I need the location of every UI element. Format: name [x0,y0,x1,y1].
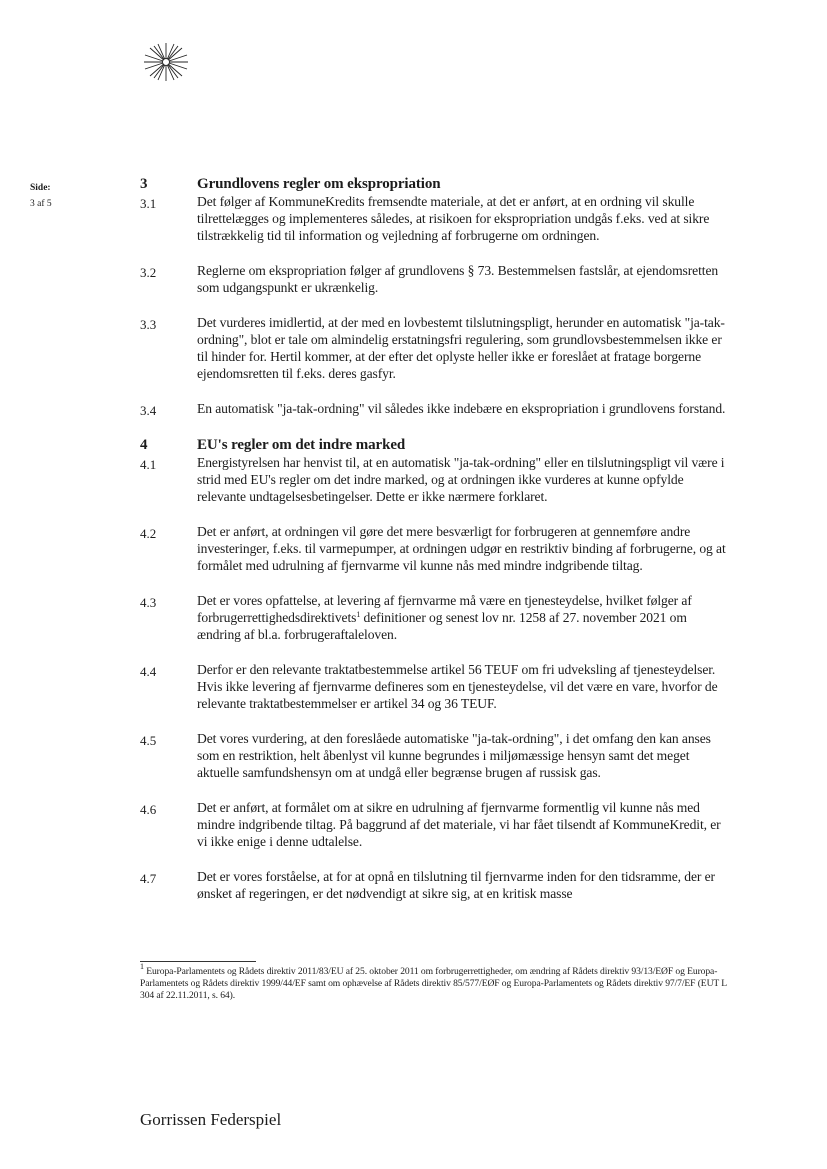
sunburst-logo [142,42,190,82]
paragraph-number: 3.3 [140,317,157,332]
paragraph [140,454,732,505]
paragraph-text: Det vores vurdering, at den foreslåede automatiske "ja-tak-ordning", i det omfang den kan anses som en restriktion, helt åbenlyst vil kunne begrundes i miljømæssige hensyn samt det meget aktuelle samfundshensyn om at undgå eller begrænse brugen af russisk gas. [197,731,711,780]
paragraph-text: Reglerne om ekspropriation følger af grundlovens § 73. Bestemmelsen fastslår, at ejendomsretten som udgangspunkt er ukrænkelig. [197,263,719,295]
section-heading [140,176,732,193]
paragraph-text: Det er anført, at ordningen vil gøre det mere besværligt for forbrugeren at gennemføre andre investeringer, f.eks. til varmepumper, at ordningen udgør en restriktiv binding af forbrugerne, og at formålet med udrulning af fjernvarme vil kunne nås med mindre indgribende tiltag. [197,524,726,573]
footnote-reference: 1 [356,610,361,619]
document-body [140,176,732,902]
footnote [140,962,732,1002]
paragraph-text: Det vurderes imidlertid, at der med en lovbestemt tilslutningspligt, herunder en automatisk "ja-tak-ordning", blot er tale om almindelig erstatningsfri regulering, som grundlovsbestemmelsen ikke er til hinder for. Hertil kommer, at der efter det oplyste heller ikke er foreslået at fratage borgerne ejendomsretten til f.eks. deres gasfyr. [197,315,725,381]
paragraph-text-before: Det er vores opfattelse, at levering af fjernvarme må være en tjenesteydelse, hvilket følger af forbrugerrettighedsdirektivets [197,593,692,625]
paragraph [140,262,732,296]
footnote-divider [140,961,256,962]
section-heading [140,437,732,454]
paragraph-text-after: definitioner og senest lov nr. 1258 af 27. november 2021 om ændring af bl.a. forbrugeraftaleloven. [197,610,687,642]
paragraph-number: 4.7 [140,871,157,886]
paragraph-text [197,592,732,643]
paragraph-number: 4.6 [140,802,157,817]
paragraph [140,523,732,574]
paragraph-number: 4.5 [140,733,157,748]
paragraph-number: 4.3 [140,595,157,610]
paragraph [140,314,732,382]
paragraph-text: Derfor er den relevante traktatbestemmelse artikel 56 TEUF om fri udveksling af tjenesteydelser. Hvis ikke levering af fjernvarme defineres som en tjenesteydelse, vil det være en vare, hvorfor de relevante traktatbestemmelser er artikel 34 og 36 TEUF. [197,662,718,711]
page-indicator [30,180,52,212]
paragraph-number: 4.2 [140,526,157,541]
section-title: EU's regler om det indre marked [197,437,406,453]
paragraph-text: En automatisk "ja-tak-ordning" vil således ikke indebære en ekspropriation i grundlovens forstand. [197,401,726,416]
paragraph [140,868,732,902]
page-number: 3 af 5 [30,199,52,209]
page-label: Side: [30,183,51,193]
paragraph-number: 3.2 [140,265,157,280]
footnote-marker: 1 [140,962,144,971]
paragraph-number: 3.4 [140,403,157,418]
paragraph [140,730,732,781]
paragraph-text: Energistyrelsen har henvist til, at en automatisk "ja-tak-ordning" eller en tilslutningspligt vil være i strid med EU's regler om det indre marked, og at ordningen ikke vurderes at kunne opfylde relevante undtagelsesbetingelser. Dette er ikke nærmere forklaret. [197,455,725,504]
paragraph-number: 3.1 [140,196,157,211]
section-number: 4 [140,437,148,453]
paragraph-number: 4.4 [140,664,157,679]
paragraph [140,400,732,419]
paragraph [140,799,732,850]
footnote-text: Europa-Parlamentets og Rådets direktiv 2011/83/EU af 25. oktober 2011 om forbrugerrettigheder, om ændring af Rådets direktiv 93/13/EØF og Europa-Parlamentets og Rådets direktiv 1999/44/EF samt om ophævelse af Rådets direktiv 85/577/EØF og Europa-Parlamentets og Rådets direktiv 97/7/EF (EUT L 304 af 22.11.2011, s. 64). [140,966,727,1001]
paragraph-number: 4.1 [140,457,157,472]
paragraph-text: Det er anført, at formålet om at sikre en udrulning af fjernvarme formentlig vil kunne nås med mindre indgribende tiltag. På baggrund af det materiale, vi har fået tilsendt af KommuneKredit, er vi ikke enige i denne udtalelse. [197,800,721,849]
paragraph [140,592,732,643]
paragraph [140,661,732,712]
paragraph-text: Det følger af KommuneKredits fremsendte materiale, at det er anført, at en ordning vil skulle tilrettelægges og implementeres således, at risikoen for ekspropriation undgås f.eks. ved at sikre tilstrækkelig tid til information og vejledning af forbrugerne om ordningen. [197,194,710,243]
firm-name: Gorrissen Federspiel [140,1110,282,1129]
section-number: 3 [140,176,148,192]
section-title: Grundlovens regler om ekspropriation [197,176,441,192]
paragraph [140,193,732,244]
paragraph-text: Det er vores forståelse, at for at opnå en tilslutning til fjernvarme inden for den tidsramme, der er ønsket af regeringen, er det nødvendigt at sikre sig, at en kritisk masse [197,869,715,901]
